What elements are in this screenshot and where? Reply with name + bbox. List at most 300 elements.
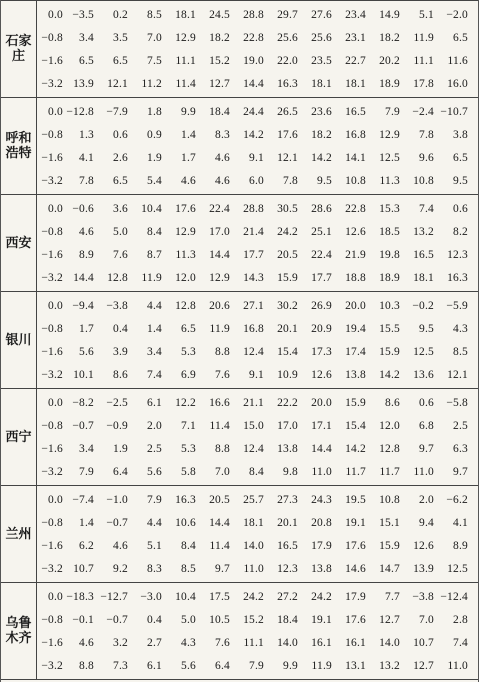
value-cell: −1.0	[106, 493, 128, 506]
value-cell: 8.8	[215, 442, 230, 455]
value-cell: −7.4	[72, 493, 94, 506]
value-cell: 22.4	[311, 248, 332, 261]
value-cell: −2.4	[412, 105, 434, 118]
value-cell: 16.8	[243, 322, 264, 335]
value-cell: 12.7	[209, 77, 230, 90]
table-row	[37, 610, 478, 630]
value-cell: 17.7	[311, 271, 332, 284]
depth-cell: −1.6	[41, 54, 63, 67]
value-cell: 11.9	[209, 322, 230, 335]
value-cell: 12.6	[311, 368, 332, 381]
value-cell: 2.8	[453, 613, 468, 626]
value-cell: 6.5	[453, 31, 468, 44]
value-cell: −8.2	[72, 396, 94, 409]
value-cell: 8.8	[215, 345, 230, 358]
value-cell: 10.6	[175, 516, 196, 529]
value-cell: 7.0	[147, 31, 162, 44]
value-cell: 18.4	[277, 613, 298, 626]
value-cell: 11.3	[379, 174, 400, 187]
value-cell: 8.5	[453, 345, 468, 358]
value-cell: 0.6	[113, 128, 128, 141]
value-cell: 0.9	[147, 128, 162, 141]
value-cell: 9.1	[249, 368, 264, 381]
value-cell: 22.8	[243, 31, 264, 44]
value-cell: 30.5	[277, 202, 298, 215]
value-cell: 10.8	[413, 174, 434, 187]
value-cell: 18.2	[311, 128, 332, 141]
value-cell: 0.6	[419, 396, 434, 409]
value-cell: 12.9	[379, 128, 400, 141]
value-cell: 15.9	[277, 271, 298, 284]
depth-cell: −3.2	[41, 368, 63, 381]
value-cell: 1.8	[147, 105, 162, 118]
value-cell: 18.1	[345, 77, 366, 90]
value-cell: 1.7	[79, 322, 94, 335]
value-cell: 16.5	[277, 539, 298, 552]
depth-cell: −0.8	[41, 419, 63, 432]
value-cell: 8.3	[147, 562, 162, 575]
value-cell: −12.7	[100, 590, 128, 603]
value-cell: 6.1	[147, 659, 162, 672]
value-cell: 16.5	[345, 105, 366, 118]
table-row	[37, 490, 478, 510]
value-cell: 11.1	[243, 636, 264, 649]
value-cell: 12.8	[107, 271, 128, 284]
value-cell: 17.3	[311, 345, 332, 358]
city-label: 石家庄	[1, 1, 37, 97]
value-cell: 6.5	[113, 174, 128, 187]
table-row	[37, 416, 478, 436]
value-cell: 11.9	[311, 659, 332, 672]
value-cell: 27.6	[311, 8, 332, 21]
value-cell: 14.4	[243, 77, 264, 90]
value-cell: 0.2	[113, 8, 128, 21]
value-cell: −0.1	[72, 613, 94, 626]
value-cell: 23.5	[311, 54, 332, 67]
value-cell: 7.1	[181, 419, 196, 432]
value-cell: 8.6	[385, 396, 400, 409]
value-cell: 18.8	[345, 271, 366, 284]
value-cell: 4.6	[79, 225, 94, 238]
city-group	[1, 98, 478, 195]
city-group	[1, 583, 478, 680]
value-cell: 4.6	[113, 539, 128, 552]
value-cell: −0.7	[106, 516, 128, 529]
value-cell: 3.4	[79, 31, 94, 44]
value-cell: 13.6	[413, 368, 434, 381]
value-cell: 18.1	[311, 77, 332, 90]
table-row	[37, 513, 478, 533]
value-cell: 11.0	[311, 465, 332, 478]
value-cell: 18.1	[243, 516, 264, 529]
value-cell: 17.1	[311, 419, 332, 432]
value-cell: −3.8	[106, 299, 128, 312]
value-cell: 1.4	[181, 128, 196, 141]
value-cell: 25.6	[277, 31, 298, 44]
value-cell: 20.2	[379, 54, 400, 67]
value-cell: 11.4	[209, 539, 230, 552]
value-cell: −0.7	[106, 613, 128, 626]
value-cell: 3.2	[113, 636, 128, 649]
depth-cell: −0.8	[41, 31, 63, 44]
table-row	[37, 559, 478, 579]
depth-cell: 0.0	[48, 493, 63, 506]
value-cell: 9.4	[419, 516, 434, 529]
value-cell: 20.0	[345, 299, 366, 312]
table-row	[37, 5, 478, 25]
value-cell: 16.0	[447, 77, 468, 90]
value-cell: 10.5	[209, 613, 230, 626]
value-cell: 7.4	[419, 202, 434, 215]
value-cell: 11.6	[447, 54, 468, 67]
value-cell: 8.2	[453, 225, 468, 238]
value-cell: 10.7	[413, 636, 434, 649]
value-cell: 4.6	[215, 174, 230, 187]
value-cell: 24.4	[243, 105, 264, 118]
value-cell: −5.8	[446, 396, 468, 409]
value-cell: 7.0	[215, 465, 230, 478]
depth-cell: −3.2	[41, 562, 63, 575]
value-cell: 15.2	[209, 54, 230, 67]
table-row	[37, 51, 478, 71]
value-cell: 23.6	[311, 105, 332, 118]
value-cell: −9.4	[72, 299, 94, 312]
value-cell: −0.2	[412, 299, 434, 312]
value-cell: 3.5	[113, 31, 128, 44]
value-cell: 14.9	[379, 8, 400, 21]
value-cell: 16.1	[311, 636, 332, 649]
value-cell: 15.9	[345, 396, 366, 409]
value-cell: 16.6	[209, 396, 230, 409]
value-cell: 24.3	[311, 493, 332, 506]
value-cell: 6.9	[181, 368, 196, 381]
value-cell: 5.0	[181, 613, 196, 626]
value-cell: 6.4	[113, 465, 128, 478]
value-cell: 13.8	[345, 368, 366, 381]
value-cell: 20.8	[311, 516, 332, 529]
value-cell: 14.2	[311, 151, 332, 164]
value-cell: −0.6	[72, 202, 94, 215]
value-cell: 17.6	[175, 202, 196, 215]
city-label: 兰州	[1, 486, 37, 582]
table-row	[37, 296, 478, 316]
value-cell: −0.9	[106, 419, 128, 432]
value-cell: −18.3	[66, 590, 94, 603]
value-cell: 1.7	[181, 151, 196, 164]
table-row	[37, 439, 478, 459]
value-cell: 14.4	[73, 271, 94, 284]
value-cell: 6.5	[113, 54, 128, 67]
value-cell: 9.1	[249, 151, 264, 164]
city-group	[1, 0, 478, 98]
value-cell: 0.6	[453, 202, 468, 215]
table-row	[37, 102, 478, 122]
value-cell: 12.8	[379, 442, 400, 455]
value-cell: 16.3	[175, 493, 196, 506]
value-cell: 22.7	[345, 54, 366, 67]
value-cell: 12.7	[413, 659, 434, 672]
value-cell: 8.5	[181, 562, 196, 575]
value-cell: 7.9	[249, 659, 264, 672]
value-cell: 26.9	[311, 299, 332, 312]
value-cell: 14.0	[379, 636, 400, 649]
table-row	[37, 393, 478, 413]
value-cell: 12.5	[379, 151, 400, 164]
depth-cell: −3.2	[41, 465, 63, 478]
value-cell: 4.4	[147, 299, 162, 312]
value-cell: 18.2	[209, 31, 230, 44]
value-cell: 8.7	[147, 248, 162, 261]
value-cell: 9.7	[419, 442, 434, 455]
value-cell: 12.4	[243, 345, 264, 358]
value-cell: 19.5	[345, 493, 366, 506]
depth-cell: −1.6	[41, 442, 63, 455]
value-cell: 4.4	[147, 516, 162, 529]
value-cell: 10.3	[379, 299, 400, 312]
value-cell: 22.8	[345, 202, 366, 215]
value-cell: 12.0	[175, 271, 196, 284]
value-cell: 10.9	[277, 368, 298, 381]
value-cell: 11.0	[413, 465, 434, 478]
value-cell: 5.0	[113, 225, 128, 238]
value-cell: 8.4	[147, 225, 162, 238]
value-cell: −5.9	[446, 299, 468, 312]
value-cell: 16.8	[345, 128, 366, 141]
value-cell: 11.7	[345, 465, 366, 478]
value-cell: 14.0	[243, 539, 264, 552]
city-label: 西安	[1, 195, 37, 291]
value-cell: 17.5	[209, 590, 230, 603]
value-cell: 24.2	[243, 590, 264, 603]
value-cell: 9.9	[181, 105, 196, 118]
value-cell: 11.0	[243, 562, 264, 575]
city-label: 呼和浩特	[1, 98, 37, 194]
value-cell: 11.4	[209, 419, 230, 432]
value-cell: 6.2	[79, 539, 94, 552]
depth-cell: −1.6	[41, 636, 63, 649]
value-cell: 14.6	[345, 562, 366, 575]
depth-cell: −1.6	[41, 151, 63, 164]
value-cell: 8.9	[79, 248, 94, 261]
value-cell: 15.1	[379, 516, 400, 529]
value-cell: 24.2	[277, 225, 298, 238]
value-cell: 1.9	[147, 151, 162, 164]
value-cell: 7.8	[79, 174, 94, 187]
value-cell: 10.8	[345, 174, 366, 187]
value-cell: 15.9	[379, 539, 400, 552]
value-cell: 15.4	[277, 345, 298, 358]
value-cell: 13.8	[277, 442, 298, 455]
value-cell: 13.2	[413, 225, 434, 238]
table-row	[37, 462, 478, 482]
value-cell: 17.6	[345, 539, 366, 552]
value-cell: 12.5	[413, 345, 434, 358]
value-cell: 22.4	[209, 202, 230, 215]
value-cell: 6.5	[79, 54, 94, 67]
value-cell: 14.2	[379, 368, 400, 381]
table-row	[37, 536, 478, 556]
value-cell: 7.0	[419, 613, 434, 626]
value-cell: 2.0	[419, 493, 434, 506]
depth-cell: 0.0	[48, 8, 63, 21]
value-cell: 30.2	[277, 299, 298, 312]
value-cell: 3.6	[113, 202, 128, 215]
value-cell: 13.2	[379, 659, 400, 672]
value-cell: 12.4	[243, 442, 264, 455]
depth-cell: −3.2	[41, 174, 63, 187]
value-cell: 13.9	[413, 562, 434, 575]
value-cell: 16.3	[447, 271, 468, 284]
depth-cell: −3.2	[41, 271, 63, 284]
value-cell: 27.2	[277, 590, 298, 603]
value-cell: 19.0	[243, 54, 264, 67]
value-cell: 28.8	[243, 8, 264, 21]
table-row	[37, 319, 478, 339]
value-cell: 14.3	[243, 271, 264, 284]
value-cell: 25.1	[311, 225, 332, 238]
value-cell: 18.1	[175, 8, 196, 21]
city-label: 银川	[1, 292, 37, 388]
value-cell: 3.4	[147, 345, 162, 358]
value-cell: 8.3	[215, 128, 230, 141]
value-cell: 4.1	[453, 516, 468, 529]
value-cell: 18.2	[379, 31, 400, 44]
value-cell: −3.8	[412, 590, 434, 603]
table-row	[37, 245, 478, 265]
value-cell: 12.8	[175, 299, 196, 312]
value-cell: 21.1	[243, 396, 264, 409]
value-cell: 9.7	[215, 562, 230, 575]
value-cell: 9.5	[453, 174, 468, 187]
depth-cell: 0.0	[48, 590, 63, 603]
value-cell: 2.5	[453, 419, 468, 432]
city-group	[1, 486, 478, 583]
value-cell: 20.6	[209, 299, 230, 312]
value-cell: 12.9	[209, 271, 230, 284]
table-row	[37, 656, 478, 676]
value-cell: 24.2	[311, 590, 332, 603]
value-cell: 2.0	[147, 419, 162, 432]
value-cell: 7.4	[453, 636, 468, 649]
table-row	[37, 365, 478, 385]
value-cell: 12.6	[345, 225, 366, 238]
value-cell: 5.1	[147, 539, 162, 552]
value-cell: 8.5	[147, 8, 162, 21]
value-cell: 5.1	[419, 8, 434, 21]
value-cell: 17.7	[243, 248, 264, 261]
value-cell: 6.8	[419, 419, 434, 432]
table-row	[37, 268, 478, 288]
value-cell: 22.0	[277, 54, 298, 67]
value-cell: 12.0	[379, 419, 400, 432]
depth-cell: −0.8	[41, 613, 63, 626]
value-cell: 12.5	[447, 562, 468, 575]
value-cell: 23.1	[345, 31, 366, 44]
table-row	[37, 587, 478, 607]
value-cell: 28.6	[311, 202, 332, 215]
value-cell: 18.9	[379, 271, 400, 284]
value-cell: 4.6	[181, 174, 196, 187]
value-cell: 12.6	[413, 539, 434, 552]
table-row	[37, 74, 478, 94]
value-cell: 14.4	[209, 248, 230, 261]
value-cell: 12.3	[277, 562, 298, 575]
value-cell: 7.6	[113, 248, 128, 261]
value-cell: 21.9	[345, 248, 366, 261]
value-cell: 7.7	[385, 590, 400, 603]
value-cell: 1.9	[113, 442, 128, 455]
value-cell: 17.9	[345, 590, 366, 603]
value-cell: −3.0	[140, 590, 162, 603]
value-cell: 0.4	[147, 613, 162, 626]
depth-cell: 0.0	[48, 202, 63, 215]
value-cell: 10.7	[73, 562, 94, 575]
value-cell: −3.5	[72, 8, 94, 21]
depth-cell: 0.0	[48, 396, 63, 409]
value-cell: 12.9	[175, 225, 196, 238]
value-cell: 26.5	[277, 105, 298, 118]
city-group	[1, 195, 478, 292]
value-cell: 24.5	[209, 8, 230, 21]
value-cell: 20.0	[311, 396, 332, 409]
depth-cell: −3.2	[41, 659, 63, 672]
value-cell: 11.2	[141, 77, 162, 90]
depth-cell: −1.6	[41, 248, 63, 261]
city-label: 西宁	[1, 389, 37, 485]
value-cell: 5.3	[181, 345, 196, 358]
value-cell: 9.8	[283, 465, 298, 478]
value-cell: 9.2	[113, 562, 128, 575]
value-cell: 7.8	[419, 128, 434, 141]
value-cell: 17.8	[413, 77, 434, 90]
value-cell: 22.2	[277, 396, 298, 409]
value-cell: 8.9	[453, 539, 468, 552]
value-cell: 9.5	[419, 322, 434, 335]
value-cell: 11.7	[379, 465, 400, 478]
value-cell: 5.6	[181, 659, 196, 672]
value-cell: 16.3	[277, 77, 298, 90]
value-cell: 5.4	[147, 174, 162, 187]
depth-cell: −0.8	[41, 322, 63, 335]
value-cell: 17.0	[277, 419, 298, 432]
value-cell: 23.4	[345, 8, 366, 21]
value-cell: 14.2	[345, 442, 366, 455]
value-cell: 11.4	[175, 77, 196, 90]
value-cell: 18.1	[413, 271, 434, 284]
value-cell: 11.9	[413, 31, 434, 44]
value-cell: 6.5	[453, 151, 468, 164]
value-cell: 9.5	[317, 174, 332, 187]
value-cell: 19.4	[345, 322, 366, 335]
value-cell: 13.8	[311, 562, 332, 575]
value-cell: 27.1	[243, 299, 264, 312]
value-cell: 14.1	[345, 151, 366, 164]
value-cell: 7.9	[385, 105, 400, 118]
value-cell: 12.2	[175, 396, 196, 409]
value-cell: 5.8	[181, 465, 196, 478]
value-cell: 8.4	[181, 539, 196, 552]
depth-cell: −0.8	[41, 225, 63, 238]
value-cell: 12.7	[379, 613, 400, 626]
value-cell: 7.3	[113, 659, 128, 672]
value-cell: 13.9	[73, 77, 94, 90]
depth-cell: −1.6	[41, 539, 63, 552]
value-cell: 11.1	[175, 54, 196, 67]
value-cell: 8.6	[113, 368, 128, 381]
value-cell: −12.4	[440, 590, 468, 603]
value-cell: 9.9	[283, 659, 298, 672]
value-cell: 18.5	[379, 225, 400, 238]
